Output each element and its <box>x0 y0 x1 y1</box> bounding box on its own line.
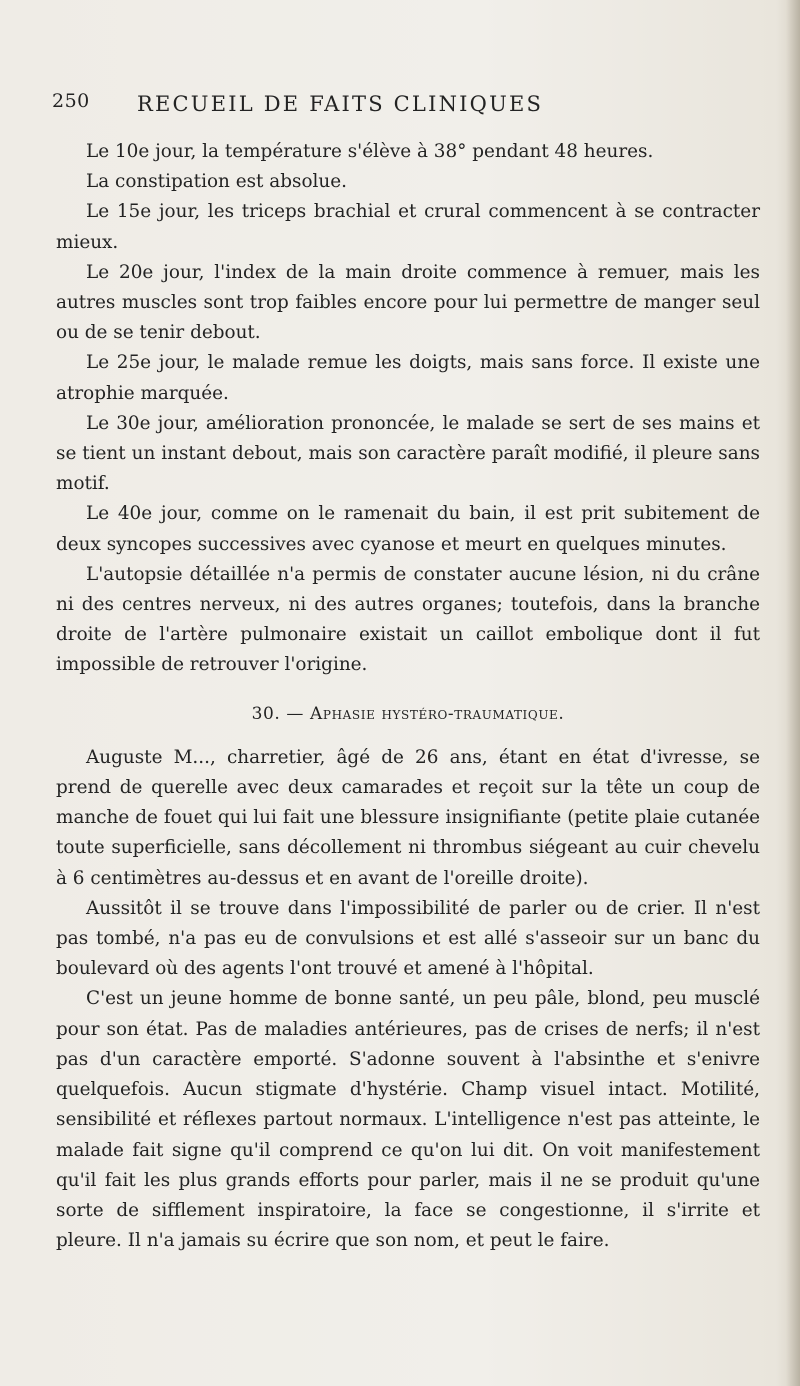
paragraph-day-30: Le 30e jour, amélioration prononcée, le malade se sert de ses mains et se tient un instant debout, mais son caractère paraît modifié, il pleure sans motif. <box>56 412 760 495</box>
paragraph-day-40: Le 40e jour, comme on le ramenait du bain, il est prit subitement de deux syncopes successives avec cyanose et meurt en quelques minutes. <box>56 503 760 555</box>
paragraph-examination: C'est un jeune homme de bonne santé, un peu pâle, blond, peu musclé pour son état. Pas de maladies antérieures, pas de crises de nerfs; il n'est pas d'un caractère emporté. S'adonne souvent à l'absinthe et s'enivre quelquefois. Aucun stigmate d'hystérie. Champ visuel intact. Motilité, sensibilité et réflexes partout normaux. L'intelligence n'est pas atteinte, le malade fait signe qu'il comprend ce qu'on lui dit. On voit manifestement qu'il fait les plus grands efforts pour parler, mais il ne se produit qu'une sorte de sifflement inspiratoire, la face se congestionne, il s'irrite et pleure. Il n'a jamais su écrire que son nom, et peut le faire. <box>56 988 760 1252</box>
paragraph-autopsy: L'autopsie détaillée n'a permis de constater aucune lésion, ni du crâne ni des centres nerveux, ni des autres organes; toutefois, dans la branche droite de l'artère pulmonaire existait un caillot embolique dont il fut impossible de retrouver l'origine. <box>56 563 760 676</box>
paragraph-aphasia-onset: Aussitôt il se trouve dans l'impossibilité de parler ou de crier. Il n'est pas tombé, n'a pas eu de convulsions et est allé s'asseoir sur un banc du boulevard où des agents l'ont trouvé et amené à l'hôpital. <box>56 897 760 980</box>
body-text <box>56 137 760 1256</box>
page-edge-shadow <box>786 0 800 1386</box>
paragraph-case-intro: Auguste M..., charretier, âgé de 26 ans, étant en état d'ivresse, se prend de querelle avec deux camarades et reçoit sur la tête un coup de manche de fouet qui lui fait une blessure insignifiante (petite plaie cutanée toute superficielle, sans décollement ni thrombus siégeant au cuir chevelu à 6 centimètres au-dessus et en avant de l'oreille droite). <box>56 746 760 889</box>
paragraph-day-15: Le 15e jour, les triceps brachial et crural commencent à se contracter mieux. <box>56 201 760 253</box>
section-number: 30. — <box>251 703 305 724</box>
running-title: RECUEIL DE FAITS CLINIQUES <box>137 92 544 116</box>
paragraph-day-10: Le 10e jour, la température s'élève à 38° pendant 48 heures. <box>86 141 654 162</box>
running-head <box>52 90 752 120</box>
section-title: Aphasie hystéro-traumatique. <box>310 703 565 724</box>
paragraph-constipation: La constipation est absolue. <box>86 171 347 193</box>
paragraph-day-20: Le 20e jour, l'index de la main droite commence à remuer, mais les autres muscles sont trop faibles encore pour lui permettre de manger seul ou de se tenir debout. <box>56 261 760 344</box>
paragraph-day-25: Le 25e jour, le malade remue les doigts, mais sans force. Il existe une atrophie marquée. <box>56 352 760 404</box>
section-heading <box>56 699 760 729</box>
page-number: 250 <box>52 90 90 112</box>
